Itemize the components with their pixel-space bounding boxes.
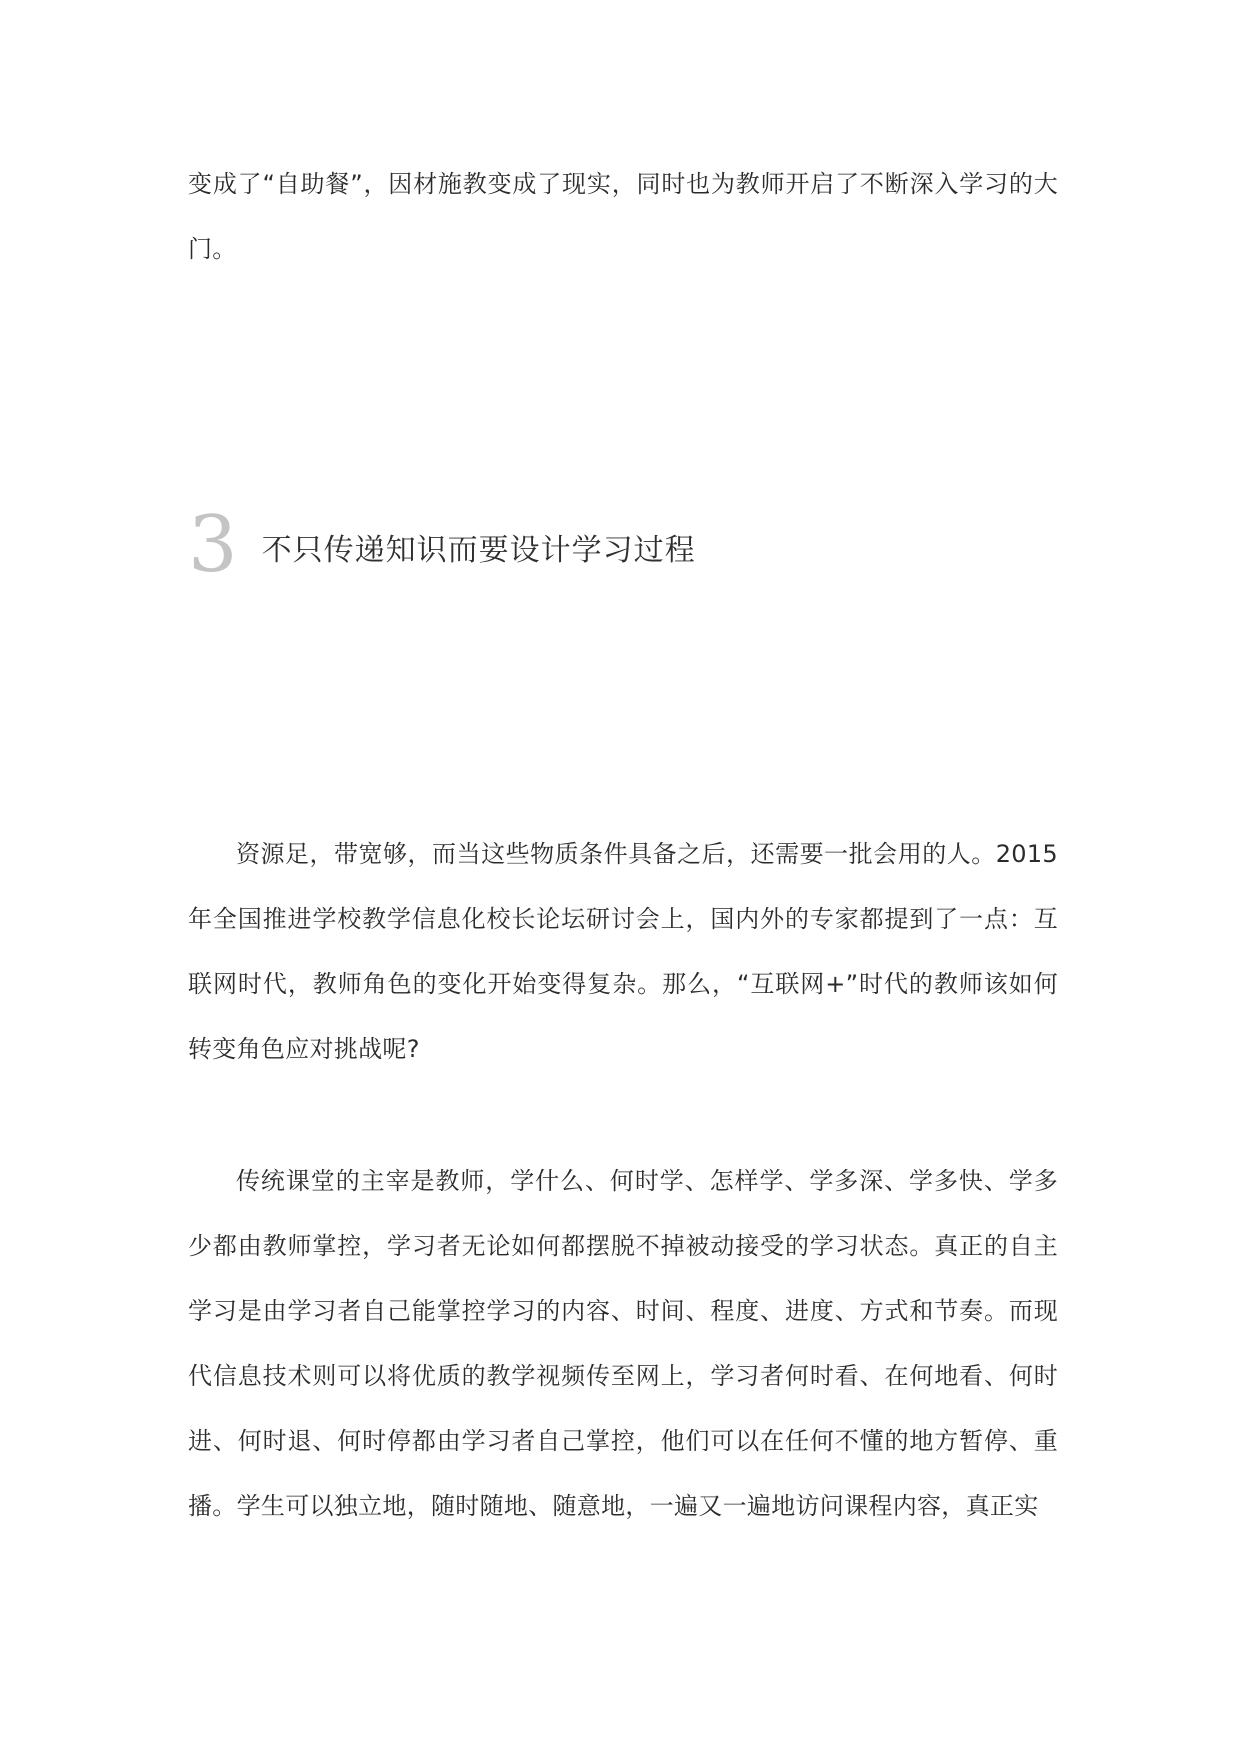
body-paragraph-continued: 变成了“自助餐”，因材施教变成了现实，同时也为教师开启了不断深入学习的大门。 <box>188 170 1058 263</box>
section-number: 3 <box>188 500 238 590</box>
section-heading <box>188 500 696 590</box>
section-title: 不只传递知识而要设计学习过程 <box>261 533 696 568</box>
body-paragraph: 资源足，带宽够，而当这些物质条件具备之后，还需要一批会用的人。2015年全国推进学校教学信息化校长论坛研讨会上，国内外的专家都提到了一点：互联网时代，教师角色的变化开始变得复杂。那么，“互联网+”时代的教师该如何转变角色应对挑战呢? <box>188 840 1058 1063</box>
body-paragraph: 传统课堂的主宰是教师，学什么、何时学、怎样学、学多深、学多快、学多少都由教师掌控，学习者无论如何都摆脱不掉被动接受的学习状态。真正的自主学习是由学习者自己能掌控学习的内容、时间、程度、进度、方式和节奏。而现代信息技术则可以将优质的教学视频传至网上，学习者何时看、在何地看、何时进、何时退、何时停都由学习者自己掌控，他们可以在任何不懂的地方暂停、重播。学生可以独立地，随时随地、随意地，一遍又一遍地访问课程内容，真正实 <box>188 1167 1058 1520</box>
